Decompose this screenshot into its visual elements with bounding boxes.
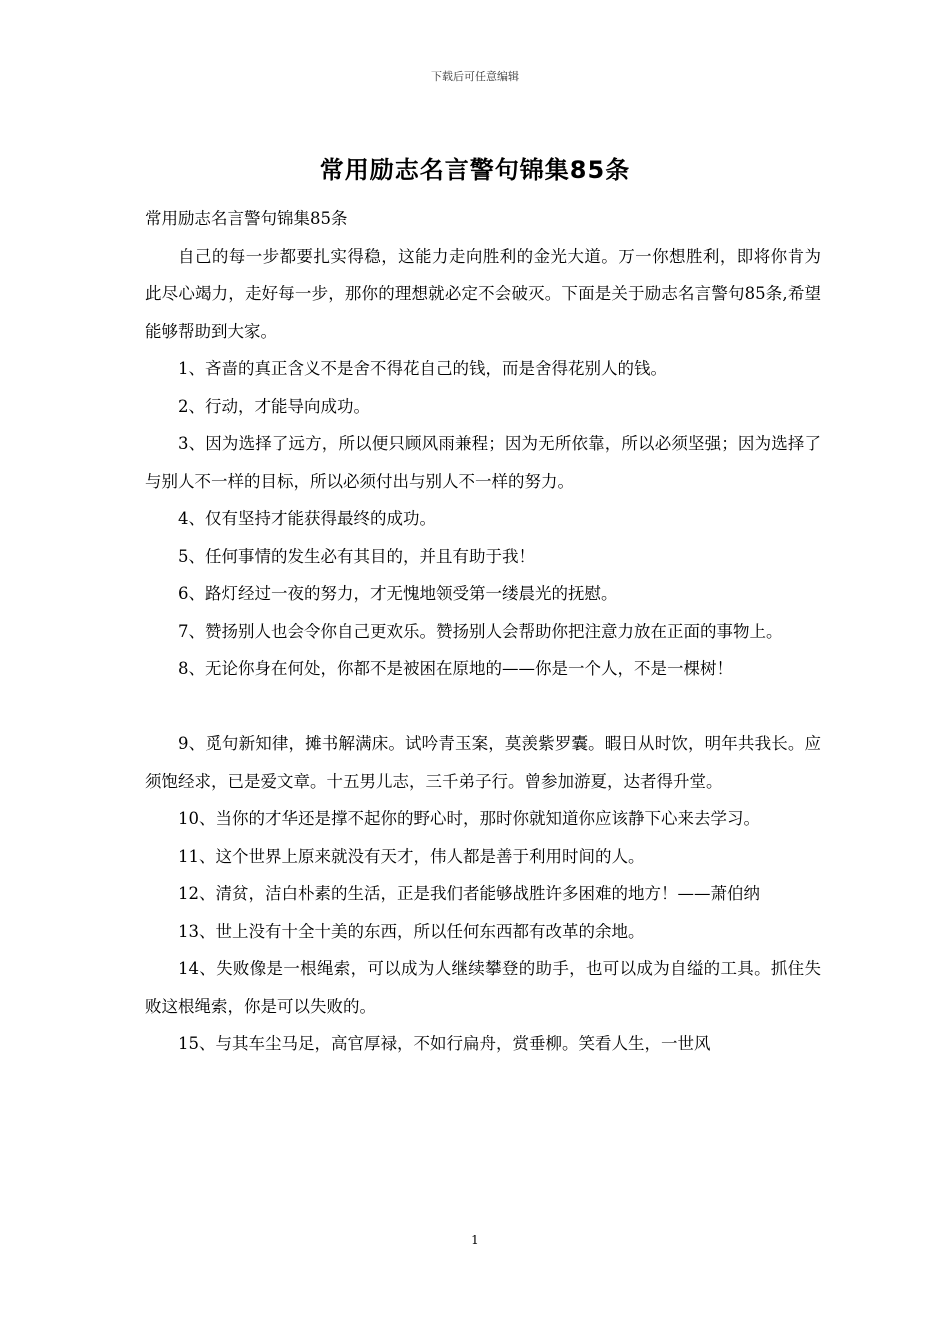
quote-item: 14、失败像是一根绳索，可以成为人继续攀登的助手，也可以成为自缢的工具。抓住失败这根绳索，你是可以失败的。 bbox=[145, 959, 821, 1016]
quote-item: 15、与其车尘马足，高官厚禄，不如行扁舟，赏垂柳。笑看人生，一世风 bbox=[178, 1034, 711, 1053]
quote-item: 3、因为选择了远方，所以便只顾风雨兼程；因为无所依靠，所以必须坚强；因为选择了与别人不一样的目标，所以必须付出与别人不一样的努力。 bbox=[145, 434, 821, 491]
document-title: 常用励志名言警句锦集85条 bbox=[319, 156, 631, 184]
quote-item: 12、清贫，洁白朴素的生活，正是我们者能够战胜许多困难的地方！——萧伯纳 bbox=[178, 884, 760, 903]
quote-item: 2、行动，才能导向成功。 bbox=[178, 396, 370, 416]
quote-item: 10、当你的才华还是撑不起你的野心时，那时你就知道你应该静下心来去学习。 bbox=[178, 809, 760, 828]
page-number: 1 bbox=[471, 1233, 479, 1247]
document-body bbox=[145, 200, 821, 1063]
quote-item: 13、世上没有十全十美的东西，所以任何东西都有改革的余地。 bbox=[178, 921, 645, 941]
quote-item: 5、任何事情的发生必有其目的，并且有助于我！ bbox=[178, 546, 535, 566]
quote-item: 9、觅句新知律，摊书解满床。试吟青玉案，莫羡紫罗囊。暇日从时饮，明年共我长。应须饱经求，已是爱文章。十五男儿志，三千弟子行。曾参加游夏，达者得升堂。 bbox=[145, 734, 821, 791]
document-subtitle: 常用励志名言警句锦集85条 bbox=[145, 209, 348, 228]
quote-item: 4、仅有坚持才能获得最终的成功。 bbox=[178, 509, 436, 528]
header-note: 下载后可任意编辑 bbox=[431, 70, 519, 83]
quote-item: 1、吝啬的真正含义不是舍不得花自己的钱，而是舍得花别人的钱。 bbox=[178, 359, 667, 378]
quote-item: 8、无论你身在何处，你都不是被困在原地的——你是一个人，不是一棵树！ bbox=[178, 659, 733, 678]
quote-item: 6、路灯经过一夜的努力，才无愧地领受第一缕晨光的抚慰。 bbox=[178, 584, 618, 603]
quote-item: 7、赞扬别人也会令你自己更欢乐。赞扬别人会帮助你把注意力放在正面的事物上。 bbox=[178, 621, 783, 641]
quote-item: 11、这个世界上原来就没有天才，伟人都是善于利用时间的人。 bbox=[178, 846, 645, 866]
intro-paragraph: 自己的每一步都要扎实得稳，这能力走向胜利的金光大道。万一你想胜利，即将你肯为此尽心竭力，走好每一步，那你的理想就必定不会破灭。下面是关于励志名言警句85条,希望能够帮助到大家。 bbox=[145, 246, 821, 341]
